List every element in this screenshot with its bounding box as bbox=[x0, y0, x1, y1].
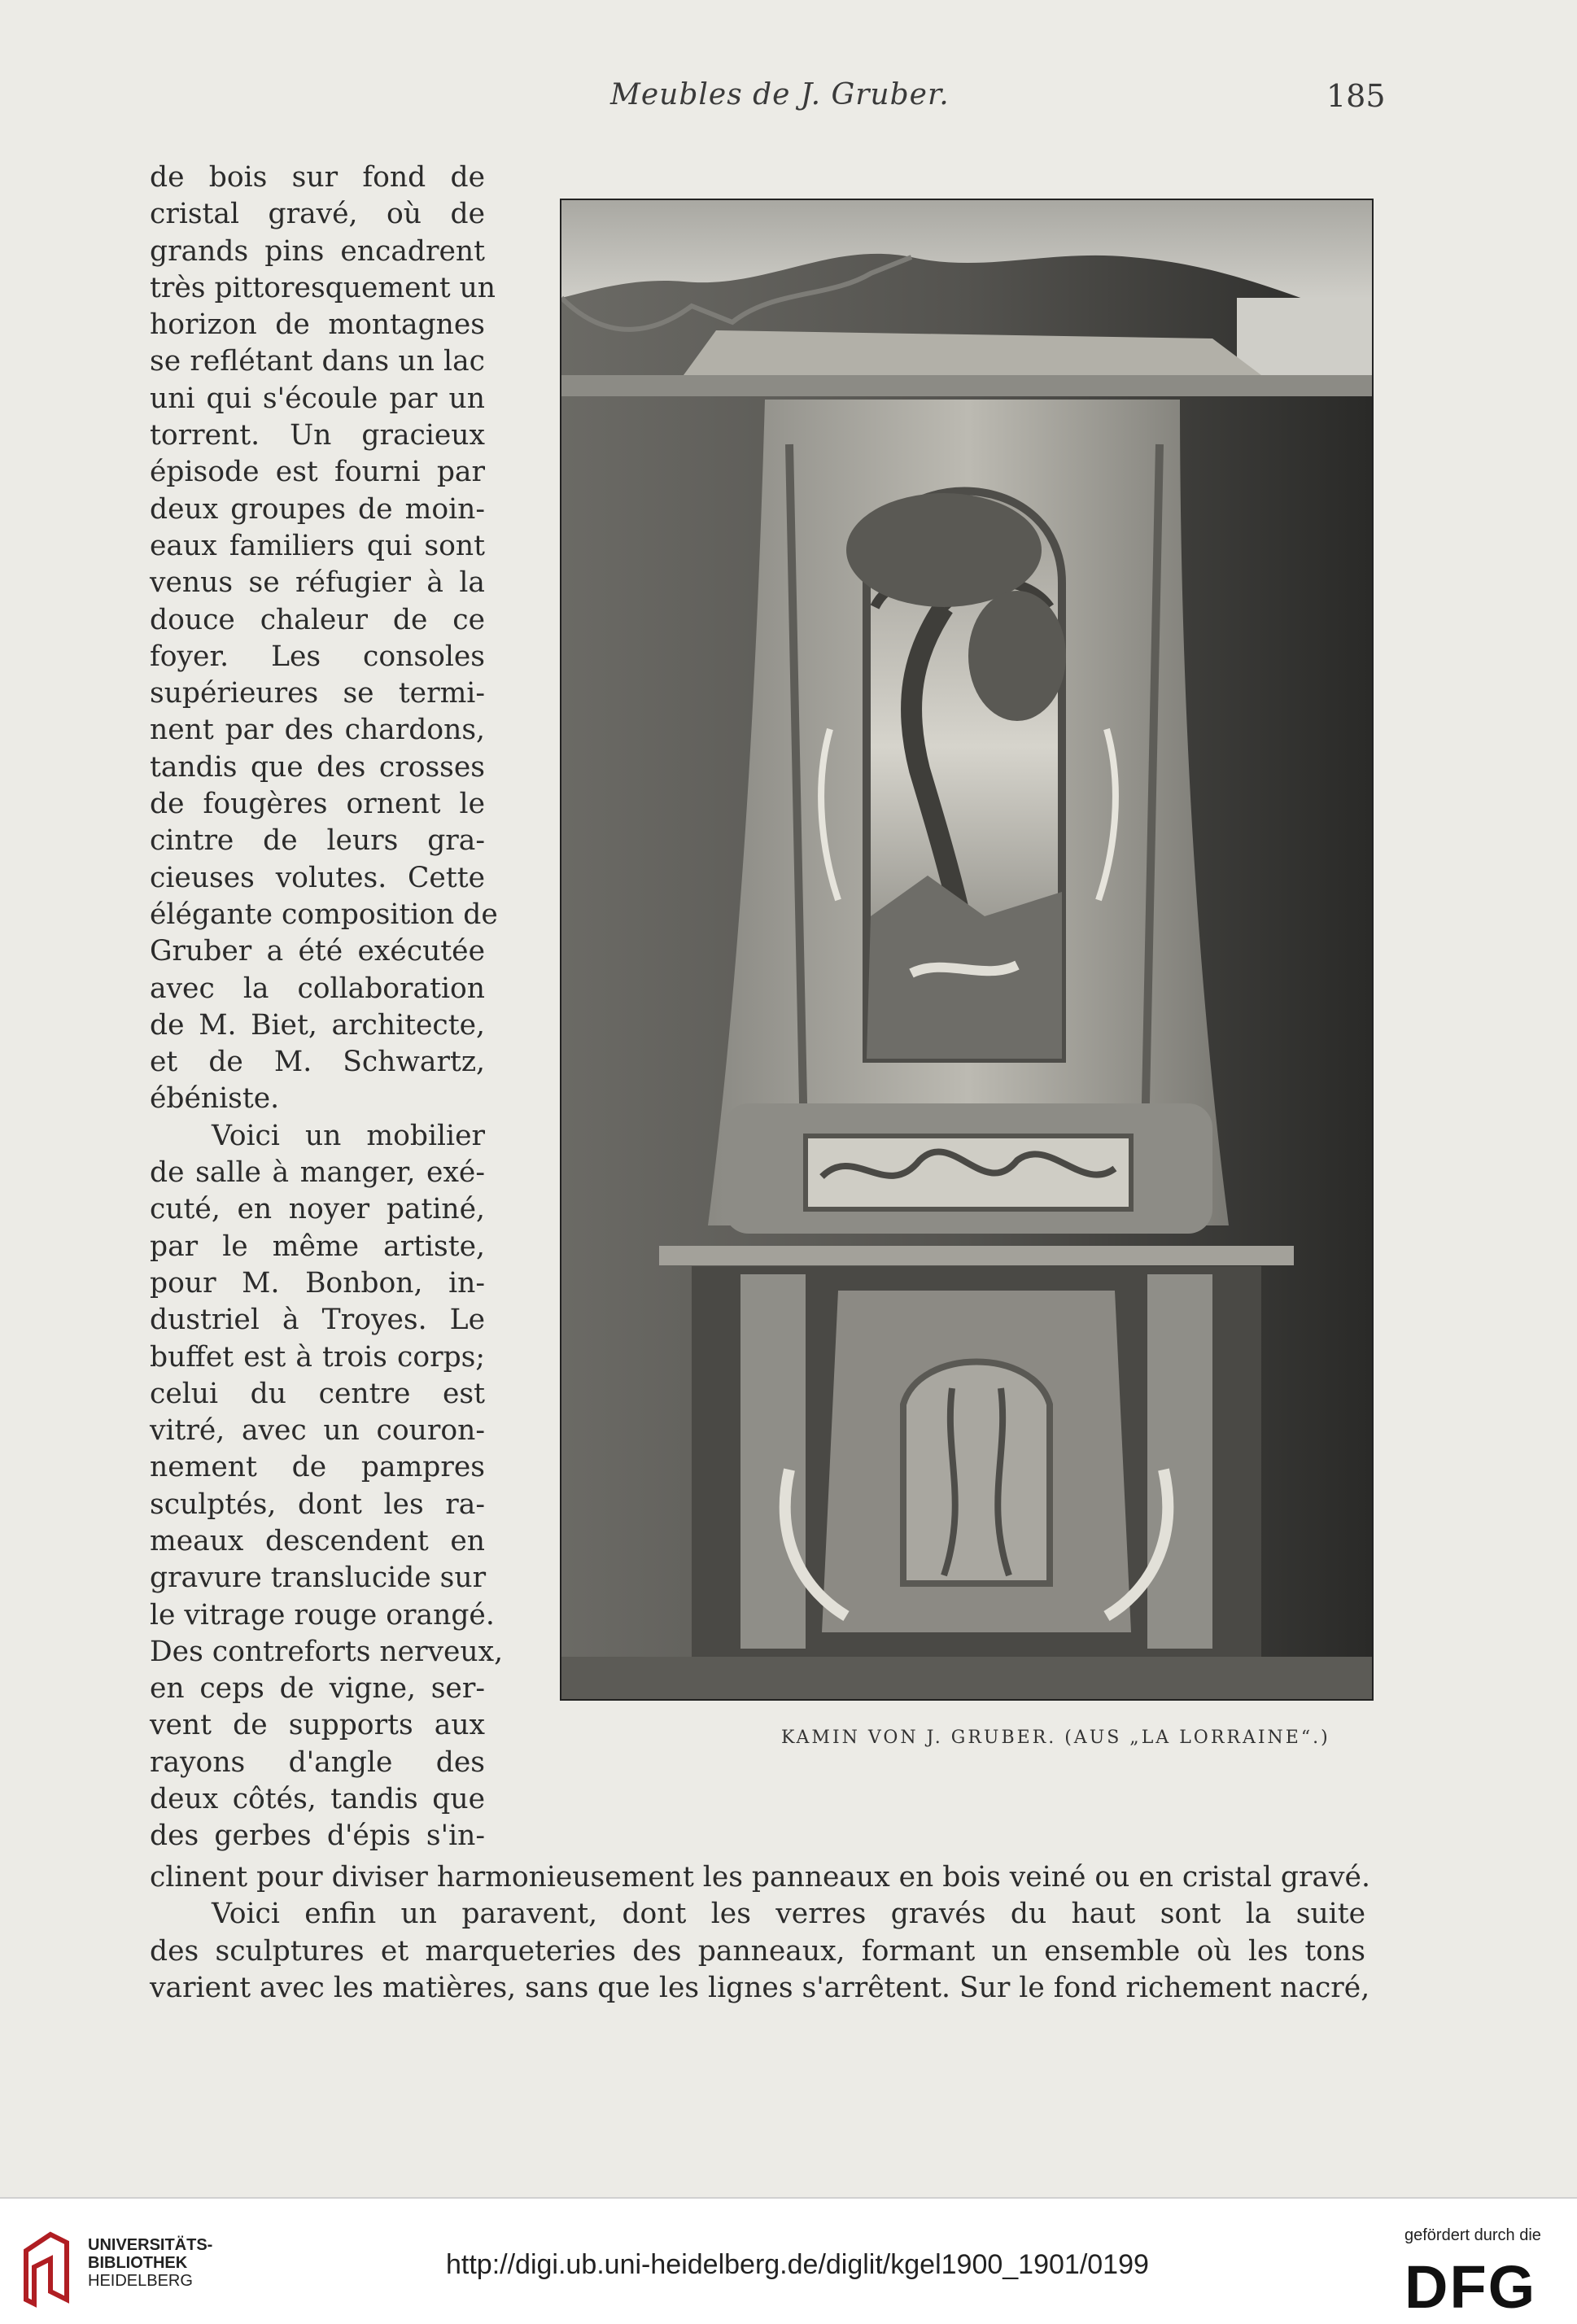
dfg-logo[interactable]: DFG bbox=[1404, 2253, 1537, 2321]
text-line: de M. Biet, architecte, bbox=[150, 1008, 485, 1042]
text-line: foyer. Les consoles bbox=[150, 640, 485, 673]
text-line: vent de supports aux bbox=[150, 1709, 485, 1742]
fireplace-illustration bbox=[561, 200, 1372, 1699]
library-name[interactable] bbox=[88, 2236, 212, 2290]
text-line: vitré, avec un couron- bbox=[150, 1414, 485, 1448]
text-line: se reflétant dans un lac bbox=[150, 345, 485, 378]
text-line: cuté, en noyer patiné, bbox=[150, 1193, 485, 1226]
running-title: Meubles de J. Gruber. bbox=[610, 78, 950, 111]
text-line: le vitrage rouge orangé. bbox=[150, 1598, 495, 1632]
university-library-logo-icon[interactable] bbox=[18, 2226, 75, 2308]
text-line: rayons d'angle des bbox=[150, 1745, 485, 1779]
text-line: Voici enfin un paravent, dont les verres gravés du haut sont la suite bbox=[212, 1898, 1365, 1931]
funded-by-label: gefördert durch die bbox=[1404, 2226, 1541, 2244]
text-line: uni qui s'écoule par un bbox=[150, 382, 485, 415]
text-line: sculptés, dont les ra- bbox=[150, 1487, 485, 1521]
text-line: très pittoresquement un bbox=[150, 271, 496, 304]
text-line: torrent. Un gracieux bbox=[150, 419, 485, 452]
text-line: venus se réfugier à la bbox=[150, 566, 485, 600]
text-line: varient avec les matières, sans que les lignes s'arrêtent. Sur le fond richement nacré, bbox=[150, 1971, 1370, 2004]
text-line: eaux familiers qui sont bbox=[150, 529, 485, 562]
permalink-url[interactable]: http://digi.ub.uni-heidelberg.de/diglit/kgel1900_1901/0199 bbox=[446, 2249, 1149, 2280]
text-line: dustriel à Troyes. Le bbox=[150, 1304, 485, 1337]
full-width-text bbox=[150, 1859, 1370, 2007]
text-line: Des contreforts nerveux, bbox=[150, 1635, 504, 1668]
text-line: ébéniste. bbox=[150, 1082, 280, 1116]
text-line: douce chaleur de ce bbox=[150, 603, 485, 636]
text-line: clinent pour diviser harmonieusement les panneaux en bois veiné ou en cristal gravé. bbox=[150, 1861, 1370, 1894]
text-line: nement de pampres bbox=[150, 1451, 485, 1484]
text-line: de fougères ornent le bbox=[150, 788, 485, 821]
text-line: des gerbes d'épis s'in- bbox=[150, 1819, 485, 1853]
library-name-line-1: UNIVERSITÄTS- bbox=[88, 2236, 213, 2254]
text-line: avec la collaboration bbox=[150, 972, 485, 1005]
text-line: deux côtés, tandis que bbox=[150, 1783, 485, 1816]
text-line: cristal gravé, où de bbox=[150, 198, 485, 231]
library-name-line-2: BIBLIOTHEK bbox=[88, 2254, 188, 2272]
text-line: tandis que des crosses bbox=[150, 750, 485, 784]
text-line: Gruber a été exécutée bbox=[150, 935, 485, 968]
text-line: par le même artiste, bbox=[150, 1230, 485, 1263]
library-name-line-3: HEIDELBERG bbox=[88, 2272, 193, 2290]
text-line: horizon de montagnes bbox=[150, 308, 485, 342]
text-line: supérieures se termi- bbox=[150, 677, 485, 710]
text-line: des sculptures et marqueteries des panneaux, formant un ensemble où les tons bbox=[150, 1934, 1365, 1968]
text-line: cintre de leurs gra- bbox=[150, 824, 485, 858]
column-text bbox=[150, 159, 504, 1855]
text-line: de salle à manger, exé- bbox=[150, 1156, 485, 1190]
running-head bbox=[0, 78, 1577, 127]
text-line: grands pins encadrent bbox=[150, 234, 485, 268]
text-line: épisode est fourni par bbox=[150, 456, 485, 489]
text-line: et de M. Schwartz, bbox=[150, 1046, 485, 1079]
text-line: de bois sur fond de bbox=[150, 161, 485, 194]
text-line: en ceps de vigne, ser- bbox=[150, 1672, 485, 1706]
text-line: meaux descendent en bbox=[150, 1524, 485, 1557]
text-line: Voici un mobilier bbox=[212, 1119, 485, 1152]
fireplace-photograph bbox=[560, 199, 1374, 1701]
text-line: buffet est à trois corps; bbox=[150, 1340, 485, 1374]
text-line: nent par des chardons, bbox=[150, 714, 485, 747]
text-line: pour M. Bonbon, in- bbox=[150, 1266, 485, 1300]
text-line: cieuses volutes. Cette bbox=[150, 861, 485, 894]
text-line: gravure translucide sur bbox=[150, 1562, 487, 1595]
text-line: élégante composition de bbox=[150, 898, 498, 931]
figure-caption: KAMIN VON J. GRUBER. (AUS „LA LORRAINE“.) bbox=[781, 1728, 1330, 1748]
footer-divider bbox=[0, 2197, 1577, 2199]
text-line: deux groupes de moin- bbox=[150, 492, 485, 526]
text-line: celui du centre est bbox=[150, 1377, 485, 1410]
page-number: 185 bbox=[1326, 78, 1386, 114]
